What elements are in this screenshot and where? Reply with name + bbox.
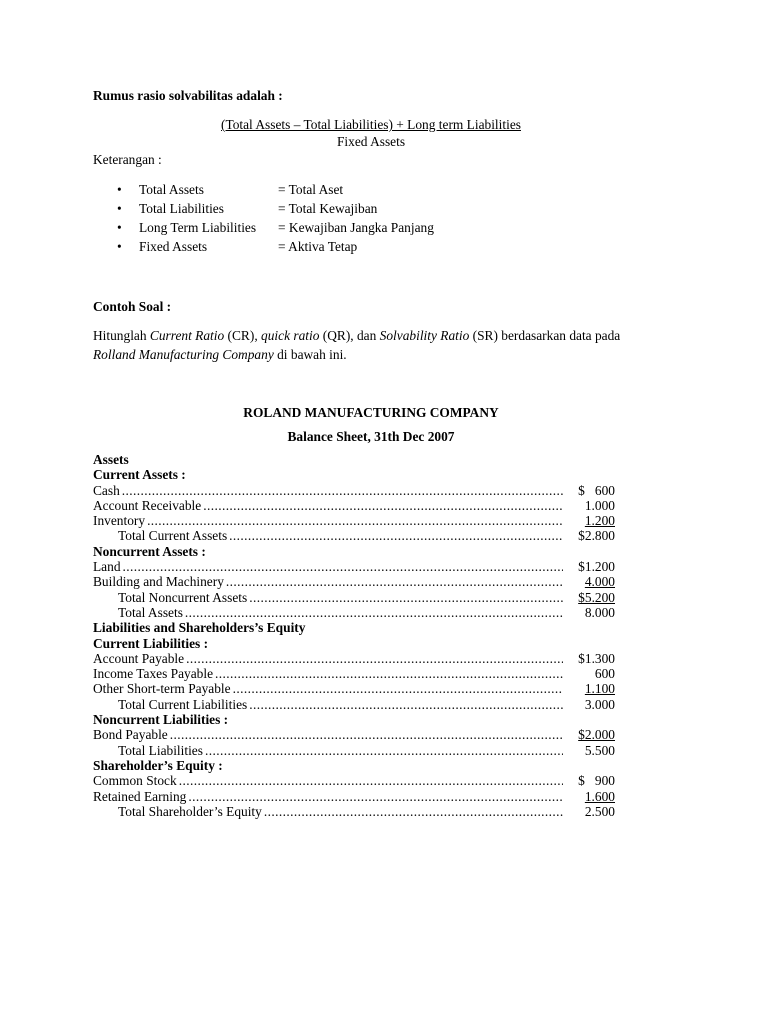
dot-leader	[205, 743, 563, 758]
definition-item	[93, 201, 493, 220]
total-row	[93, 804, 615, 819]
line-item-label: Bond Payable	[93, 727, 168, 743]
section-label: Assets	[93, 452, 129, 467]
line-item-row	[93, 727, 615, 742]
total-row	[93, 605, 615, 620]
example-paragraph-line-2	[93, 347, 347, 363]
section-label: Noncurrent Liabilities :	[93, 712, 229, 728]
formula-heading: Rumus rasio solvabilitas adalah :	[93, 88, 283, 103]
line-item-label: Account Receivable	[93, 497, 202, 513]
dot-leader	[186, 651, 563, 666]
dot-leader	[188, 789, 563, 804]
line-item-label: Total Liabilities	[118, 742, 203, 758]
example-heading: Contoh Soal :	[93, 299, 172, 314]
dot-leader	[123, 559, 563, 574]
balance-sheet-title: Balance Sheet, 31th Dec 2007	[287, 429, 455, 444]
dot-leader	[249, 590, 563, 605]
dot-leader	[179, 773, 563, 788]
dot-leader	[215, 666, 563, 681]
company-name-italic: Rolland Manufacturing Company	[93, 347, 274, 362]
text-run: Hitunglah	[93, 328, 150, 343]
section-header	[93, 712, 615, 727]
section-header	[93, 452, 615, 467]
bullet-icon: •	[117, 201, 122, 216]
line-item-amount: 1.000	[584, 497, 615, 513]
line-item-label: Total Current Liabilities	[118, 696, 248, 712]
company-title: ROLAND MANUFACTURING COMPANY	[243, 405, 499, 420]
line-item-row	[93, 513, 615, 528]
total-row	[93, 590, 615, 605]
balance-sheet-table	[93, 452, 615, 819]
total-row	[93, 697, 615, 712]
line-item-label: Common Stock	[93, 773, 177, 789]
term-solvability-ratio: Solvability Ratio	[379, 328, 470, 343]
section-header	[93, 758, 615, 773]
line-item-row	[93, 498, 615, 513]
line-item-amount: 5.500	[584, 742, 615, 758]
line-item-amount: 1.600	[584, 788, 615, 804]
bullet-icon: •	[117, 239, 122, 254]
dot-leader	[226, 574, 563, 589]
dot-leader	[185, 605, 563, 620]
formula-denominator: Fixed Assets	[336, 134, 406, 149]
line-item-amount: $ 600	[578, 482, 615, 498]
line-item-label: Income Taxes Payable	[93, 666, 214, 682]
line-item-row	[93, 789, 615, 804]
line-item-amount: $1.300	[578, 650, 615, 666]
dot-leader	[233, 681, 563, 696]
definition-meaning: = Kewajiban Jangka Panjang	[278, 220, 434, 235]
definition-item	[93, 182, 493, 201]
line-item-row	[93, 681, 615, 696]
line-item-label: Total Current Assets	[118, 528, 228, 544]
line-item-row	[93, 559, 615, 574]
line-item-amount: 600	[594, 666, 615, 682]
dot-leader	[249, 697, 563, 712]
line-item-label: Cash	[93, 482, 120, 498]
section-header	[93, 544, 615, 559]
definition-item	[93, 239, 493, 258]
line-item-label: Total Assets	[118, 604, 183, 620]
line-item-row	[93, 773, 615, 788]
line-item-amount: $1.200	[578, 559, 615, 575]
text-run: (CR),	[224, 328, 262, 343]
definition-item	[93, 220, 493, 239]
line-item-amount: $5.200	[578, 589, 615, 605]
section-label: Shareholder’s Equity :	[93, 757, 223, 773]
section-label: Noncurrent Assets :	[93, 543, 206, 559]
dot-leader	[264, 804, 563, 819]
line-item-row	[93, 651, 615, 666]
bullet-icon: •	[117, 220, 122, 235]
line-item-label: Account Payable	[93, 650, 185, 666]
definition-meaning: = Aktiva Tetap	[278, 239, 358, 254]
section-label: Current Assets :	[93, 467, 186, 483]
total-row	[93, 528, 615, 543]
term-current-ratio: Current Ratio	[149, 328, 225, 343]
line-item-amount: 3.000	[584, 696, 615, 712]
line-item-row	[93, 574, 615, 589]
dot-leader	[122, 483, 563, 498]
line-item-label: Inventory	[93, 513, 146, 529]
definition-list	[93, 182, 493, 258]
definition-term: Fixed Assets	[139, 239, 208, 254]
definition-meaning: = Total Aset	[278, 182, 344, 197]
definition-meaning: = Total Kewajiban	[278, 201, 378, 216]
section-header	[93, 467, 615, 482]
line-item-amount: $2.800	[578, 528, 615, 544]
dot-leader	[170, 727, 563, 742]
definition-term: Total Assets	[139, 182, 204, 197]
keterangan-label: Keterangan :	[93, 152, 162, 167]
line-item-label: Land	[93, 559, 121, 575]
line-item-amount: 2.500	[584, 803, 615, 819]
section-label: Current Liabilities :	[93, 635, 209, 651]
term-quick-ratio: quick ratio	[261, 328, 320, 343]
section-header	[93, 636, 615, 651]
text-run: (SR) berdasarkan data pada	[469, 328, 621, 343]
line-item-amount: 4.000	[584, 574, 615, 590]
bullet-icon: •	[117, 182, 122, 197]
line-item-label: Other Short-term Payable	[93, 681, 231, 697]
line-item-label: Building and Machinery	[93, 574, 224, 590]
line-item-amount: $ 900	[578, 773, 615, 789]
section-header	[93, 620, 615, 635]
line-item-amount: 8.000	[584, 604, 615, 620]
text-run: (QR), dan	[319, 328, 380, 343]
line-item-amount: 1.200	[584, 513, 615, 529]
line-item-row	[93, 483, 615, 498]
definition-term: Total Liabilities	[139, 201, 224, 216]
dot-leader	[147, 513, 563, 528]
section-label: Liabilities and Shareholders’s Equity	[93, 620, 306, 636]
example-paragraph-line-1	[93, 328, 620, 344]
definition-term: Long Term Liabilities	[139, 220, 257, 235]
line-item-label: Total Noncurrent Assets	[118, 589, 248, 605]
dot-leader	[229, 528, 563, 543]
line-item-row	[93, 666, 615, 681]
total-row	[93, 743, 615, 758]
line-item-amount: 1.100	[584, 681, 615, 697]
line-item-label: Retained Earning	[93, 788, 187, 804]
text-run: di bawah ini.	[273, 347, 347, 362]
line-item-label: Total Shareholder’s Equity	[118, 803, 262, 819]
line-item-amount: $2.000	[578, 727, 615, 743]
dot-leader	[203, 498, 563, 513]
formula-numerator: (Total Assets – Total Liabilities) + Long term Liabilities	[221, 117, 521, 132]
